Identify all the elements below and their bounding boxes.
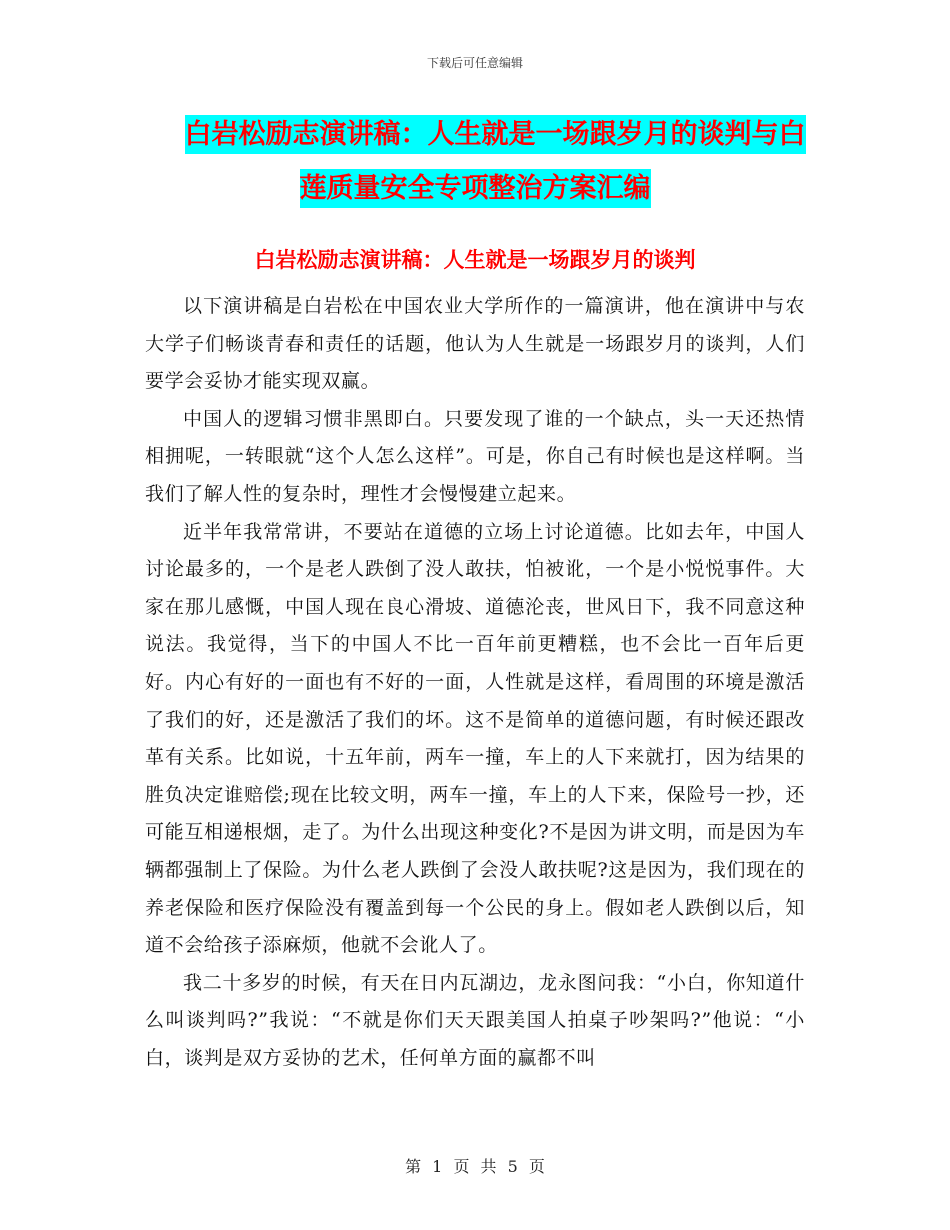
section-heading: 白岩松励志演讲稿：人生就是一场跟岁月的谈判 — [254, 248, 696, 272]
document-title-line-2: 莲质量安全专项整治方案汇编 — [300, 169, 651, 208]
page-number: 第 1 页 共 5 页 — [405, 1157, 545, 1176]
paragraph-4: 我二十多岁的时候，有天在日内瓦湖边，龙永图问我：“小白，你知道什么叫谈判吗?”我说：“不就是你们天天跟美国人拍桌子吵架吗?”他说：“小白，谈判是双方妥协的艺术，任何单方面的赢都不叫 — [145, 971, 805, 1069]
paragraph-2: 中国人的逻辑习惯非黑即白。只要发现了谁的一个缺点，头一天还热情相拥呢，一转眼就“这个人怎么这样”。可是，你自己有时候也是这样啊。当我们了解人性的复杂时，理性才会慢慢建立起来。 — [145, 407, 805, 505]
paragraph-1: 以下演讲稿是白岩松在中国农业大学所作的一篇演讲，他在演讲中与农大学子们畅谈青春和责任的话题，他认为人生就是一场跟岁月的谈判，人们要学会妥协才能实现双赢。 — [145, 295, 805, 393]
page-header-note: 下载后可任意编辑 — [426, 56, 523, 70]
paragraph-3: 近半年我常常讲，不要站在道德的立场上讨论道德。比如去年，中国人讨论最多的，一个是老人跌倒了没人敢扶，怕被讹，一个是小悦悦事件。大家在那儿感慨，中国人现在良心滑坡、道德沦丧，世风日下，我不同意这种说法。我觉得，当下的中国人不比一百年前更糟糕，也不会比一百年后更好。内心有好的一面也有不好的一面，人性就是这样，看周围的环境是激活了我们的好，还是激活了我们的坏。这不是简单的道德问题，有时候还跟改革有关系。比如说，十五年前，两车一撞，车上的人下来就打，因为结果的胜负决定谁赔偿;现在比较文明，两车一撞，车上的人下来，保险号一抄，还可能互相递根烟，走了。为什么出现这种变化?不是因为讲文明，而是因为车辆都强制上了保险。为什么老人跌倒了会没人敢扶呢?这是因为，我们现在的养老保险和医疗保险没有覆盖到每一个公民的身上。假如老人跌倒以后，知道不会给孩子添麻烦，他就不会讹人了。 — [145, 520, 805, 957]
document-body — [145, 288, 805, 1077]
document-title-line-1: 白岩松励志演讲稿：人生就是一场跟岁月的谈判与白 — [185, 115, 806, 154]
document-title — [0, 108, 950, 216]
